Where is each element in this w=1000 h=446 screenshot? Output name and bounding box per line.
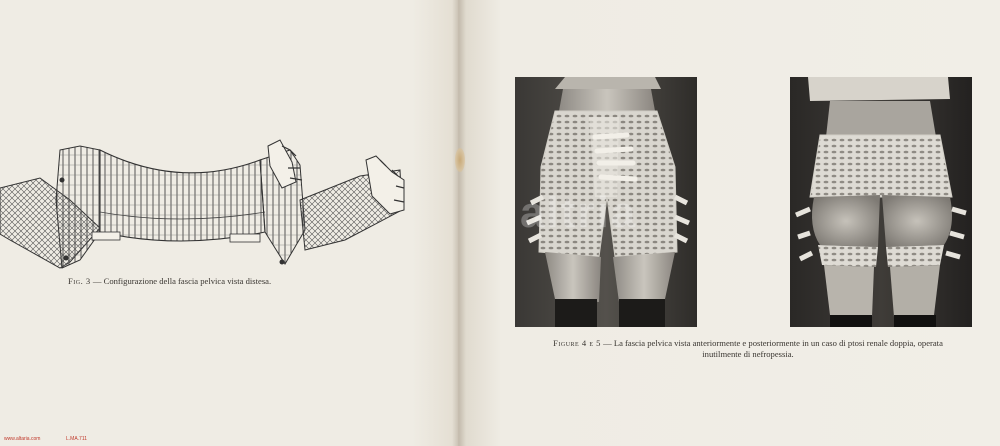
figure-4-5-label: Figure 4 e 5 xyxy=(553,338,601,348)
figure-3-label: Fig. 3 xyxy=(68,276,91,286)
figure-3-caption xyxy=(68,276,271,286)
footer-url: www.altaria.com xyxy=(4,436,41,442)
paper-stain xyxy=(455,148,465,172)
figure-5-back-photo xyxy=(790,77,972,327)
figure-4-5-caption xyxy=(548,338,948,360)
watermark: altria xyxy=(520,188,638,237)
pelvic-belt-illustration xyxy=(0,0,458,290)
figure-3-text: — Configurazione della fascia pelvica vista distesa. xyxy=(90,276,272,286)
footer-code: L.MA.711 xyxy=(66,436,88,442)
gutter xyxy=(452,0,466,446)
left-page xyxy=(0,0,458,446)
figure-4-5-text: — La fascia pelvica vista anteriormente e posteriormente in un caso di ptosi renale doppia, operata inutilmente di nefropessia. xyxy=(600,338,943,359)
